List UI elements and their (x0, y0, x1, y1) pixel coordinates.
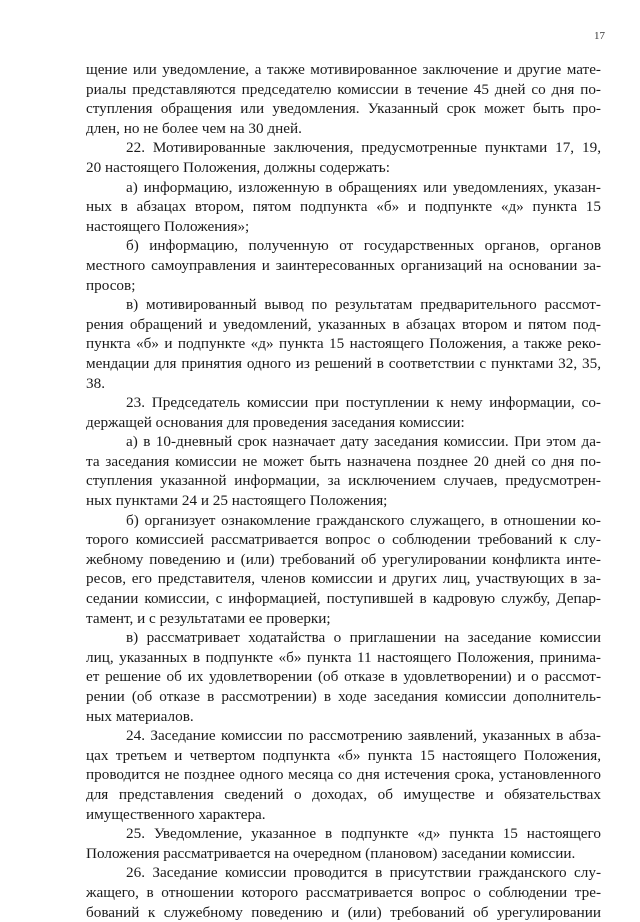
text-line: 20 настоящего Положения, должны содержать: (86, 158, 390, 176)
text-line: щение или уведомление, а также мотивированное заключение и другие мате- (86, 61, 601, 78)
text-line: для представления сведений о доходах, об имуществе и обязательствах (86, 785, 601, 803)
text-line: 23. Председатель комиссии при поступлении к нему информации, со- (126, 394, 601, 412)
text-line: ресов, его представителя, членов комиссии и других лиц, участвующих в за- (86, 570, 601, 588)
text-line: торого комиссией рассматривается вопрос о соблюдении требований к слу- (86, 531, 601, 549)
text-line: 26. Заседание комиссии проводится в присутствии гражданского слу- (126, 864, 601, 882)
text-line: 22. Мотивированные заключения, предусмотренные пунктами 17, 19, (126, 139, 601, 157)
text-line: бований к служебному поведению и (или) требований об урегулировании (86, 903, 601, 921)
text-line: ет решение об их удовлетворении (об отказе в удовлетворении) и о рассмот- (86, 668, 601, 686)
text-line: держащей основания для проведения заседания комиссии: (86, 413, 465, 431)
text-line: настоящего Положения»; (86, 217, 250, 235)
text-line: Положения рассматривается на очередном (плановом) заседании комиссии. (86, 844, 576, 862)
text-line: а) информацию, изложенную в обращениях или уведомлениях, указан- (126, 178, 601, 196)
text-line: ных материалов. (86, 707, 194, 725)
text-line: жащего, в отношении которого рассматривается вопрос о соблюдении тре- (86, 883, 601, 901)
page-number: 17 (594, 30, 605, 42)
text-line: в) мотивированный вывод по результатам предварительного рассмот- (126, 296, 601, 314)
text-line: б) организует ознакомление гражданского служащего, в отношении ко- (126, 511, 601, 529)
text-line: просов; (86, 276, 136, 294)
text-line: ных пунктами 24 и 25 настоящего Положения; (86, 492, 388, 510)
text-line: цах третьем и четвертом подпункта «б» пункта 15 настоящего Положения, (86, 746, 601, 764)
text-line: та заседания комиссии не может быть назначена позднее 20 дней со дня по- (86, 452, 601, 470)
text-line: длен, но не более чем на 30 дней. (86, 119, 302, 137)
text-line: жебному поведению и (или) требований об урегулировании конфликта инте- (86, 550, 601, 568)
text-line: ных в абзацах втором, пятом подпункта «б» и подпункте «д» пункта 15 (86, 198, 601, 216)
text-line: лиц, указанных в подпункте «б» пункта 11 настоящего Положения, принима- (86, 648, 601, 666)
text-line: 24. Заседание комиссии по рассмотрению заявлений, указанных в абза- (126, 727, 601, 745)
text-line: в) рассматривает ходатайства о приглашении на заседание комиссии (126, 629, 601, 647)
text-line: тамент, и с результатами ее проверки; (86, 609, 331, 627)
text-line: рения обращений и уведомлений, указанных в абзацах втором и пятом под- (86, 315, 601, 333)
text-line: 38. (86, 374, 105, 392)
text-line: ступления обращения или уведомления. Указанный срок может быть про- (86, 100, 601, 118)
text-line: рении (об отказе в рассмотрении) в ходе заседания комиссии дополнитель- (86, 688, 601, 705)
document-body (86, 60, 601, 922)
text-line: местного самоуправления и заинтересованных организаций на основании за- (86, 256, 601, 274)
text-line: мендации для принятия одного из решений в соответствии с пунктами 32, 35, (86, 354, 601, 372)
text-line: ступления указанной информации, за исключением случаев, предусмотрен- (86, 472, 601, 490)
text-line: седании комиссии, с информацией, поступившей в кадровую службу, Депар- (86, 590, 601, 608)
text-line: а) в 10-дневный срок назначает дату заседания комиссии. При этом да- (126, 433, 601, 451)
text-line: 25. Уведомление, указанное в подпункте «д» пункта 15 настоящего (126, 825, 601, 843)
text-line: проводится не позднее одного месяца со дня истечения срока, установленного (86, 766, 601, 784)
text-line: пункта «б» и подпункте «д» пункта 15 настоящего Положения, а также реко- (86, 335, 601, 353)
text-line: имущественного характера. (86, 805, 266, 823)
text-line: риалы представляются председателю комиссии в течение 45 дней со дня по- (86, 80, 601, 98)
text-line: б) информацию, полученную от государственных органов, органов (126, 237, 601, 255)
